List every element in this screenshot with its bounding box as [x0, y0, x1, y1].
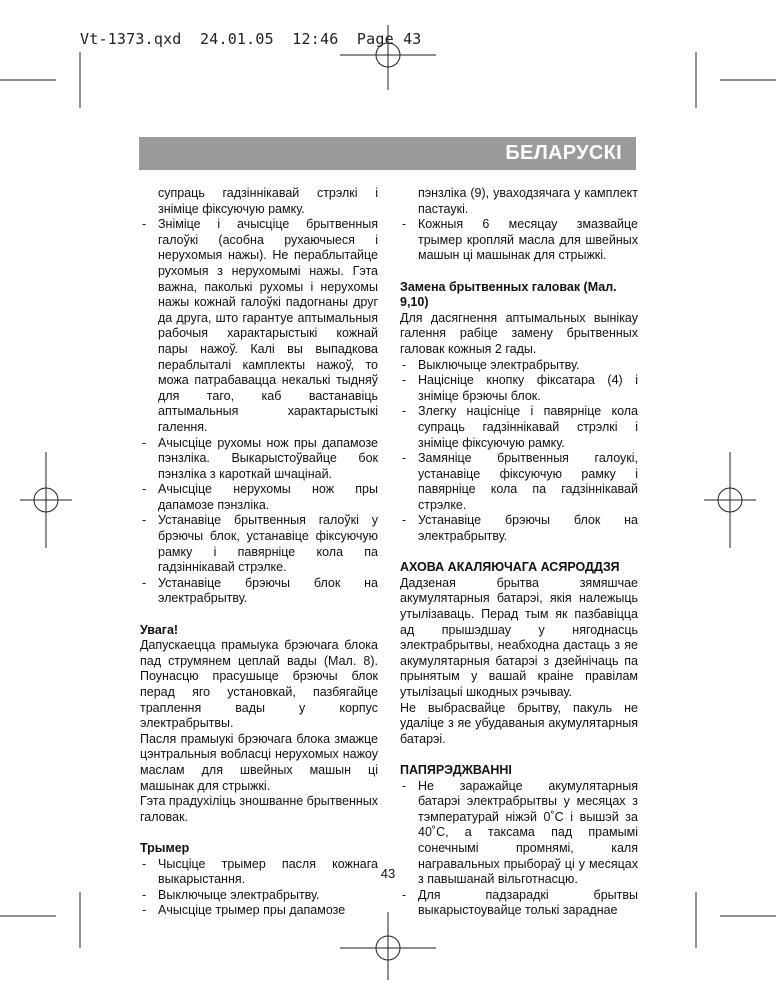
list-item: - Зніміце і ачысціце брытвенныя галоўкі (асобна рухаючыеся і нерухомыя нажы). Не пераблытайце рухомыя з нерухомымі нажы. Гэта важна, паколькі рухомы і нерухомы нажы кожнай галоўкі падогнаны друг да друга, што гарантуе аптымальныя рабочыя характарыстыкі кожнай пары нажоў. Калі вы выпадкова пераблыталі камплекты нажоў, то можа патрабавацца некалькі тыдняў для таго, каб вастанавіць аптымальныя характарыстыкі галення.	[140, 217, 378, 435]
registration-mark-bottom	[340, 912, 436, 980]
right-column	[400, 186, 638, 919]
list-item: - Ачысціце рухомы нож пры дапамозе пэнзліка. Выкарыстоўвайце бок пэнзліка з кароткай шчацінай.	[140, 436, 378, 483]
list-item: - Націсніце кнопку фіксатара (4) і зніміце брэючы блок.	[400, 373, 638, 404]
list-item: - Устанавіце брэючы блок на электрабрытву.	[400, 513, 638, 544]
registration-mark-top	[340, 25, 436, 90]
list-item: - Замяніце брытвенныя галоукі, устанавіце фіксуючую рамку і павярніце кола па гадзіннікавай стрэлке.	[400, 451, 638, 513]
paragraph: Гэта прадухіліць зношванне брытвенных галовак.	[140, 794, 378, 824]
paragraph: Дапускаецца прамыука брэючага блока пад струмянем цеплай вады (Мал. 8). Поунасцю прасушыце брэючы блок перад яго установкай, пазбягайце траплення вады у корпус электрабрытвы.	[140, 638, 378, 731]
list-item: - Злегку націсніце і павярніце кола супраць гадзіннікавай стрэлкі і зніміце фіксуючую рамку.	[400, 404, 638, 451]
section-heading-warnings: ПАПЯРЭДЖВАННІ	[400, 762, 512, 777]
registration-mark-right	[704, 452, 756, 548]
print-slug: Vt-1373.qxd 24.01.05 12:46 Page 43	[80, 30, 422, 48]
page-number: 43	[380, 866, 396, 881]
section-heading-warning: Увага!	[140, 622, 179, 637]
list-item: - Устанавіце брытвенныя галоўкі у брэючы блок, устанавіце фіксуючую рамку і павярніце кола па гадзіннікавай стрэлке.	[140, 513, 378, 575]
paragraph: Пасля прамыукі брэючага блока змажце цэнтральныя вобласці нерухомых нажоу маслам для швейных машын ці машынак для стрыжкі.	[140, 731, 378, 793]
list-item: - Устанавіце брэючы блок на электрабрытву.	[140, 576, 378, 607]
list-item: - Выключыце электрабрытву.	[400, 358, 638, 374]
section-heading-environment: АХОВА АКАЛЯЮЧАГА АСЯРОДДЗЯ	[400, 560, 620, 575]
list-item: - Для падзарадкі брытвы выкарыстоувайце толькі зараднае	[400, 888, 638, 919]
left-column	[140, 186, 378, 919]
section-heading-trimmer: Трымер	[140, 840, 190, 855]
list-item: - Ачысціце нерухомы нож пры дапамозе пэнзліка.	[140, 482, 378, 513]
paragraph: Для дасягнення аптымальных вынікау галення рабіце замену брытвенных галовак кожныя 2 гады.	[400, 310, 638, 356]
list-item: - Не заражайце акумулятарныя батарэі электрабрытвы у месяцах з тэмпературай ніжэй 0˚С і вышэй за 40˚С, а таксама пад прамымі сонечнымі промнямі, каля награвальных прыбораў ці у месяцах з павышанай вільготнасцю.	[400, 779, 638, 888]
paragraph: Не выбрасвайце брытву, пакуль не удаліце з яе убудаваныя акумулятарныя батарэі.	[400, 700, 638, 746]
continued-text: пэнзліка (9), уваходзячага у камплект пастаукі.	[418, 186, 638, 216]
registration-mark-left	[20, 452, 72, 548]
continued-text: супраць гадзіннікавай стрэлкі і зніміце фіксуючую рамку.	[158, 186, 378, 216]
list-item: - Кожныя 6 месяцау змазвайце трымер кропляй масла для швейных машын ці машынак для стрыжкі.	[400, 217, 638, 264]
list-item: - Чысціце трымер пасля кожнага выкарыстання.	[140, 857, 378, 888]
section-heading-replacement: Замена брытвенных галовак (Мал. 9,10)	[400, 279, 617, 310]
language-header-bar	[139, 137, 636, 170]
list-item: - Выключыце электрабрытву.	[140, 888, 378, 904]
paragraph: Дадзеная брытва зямяшчае акумулятарныя батарэі, якія належыць утылізаваць. Перад тым як пазбавіцца ад прышэдшау у нягоднасць электрабрытвы, неабходна дастаць з яе акумулятарныя батарэі з дзейнічаць па прынятым у вашай краіне правілам утылізацыі шкодных рэчывау.	[400, 575, 638, 699]
language-title: БЕЛАРУСКІ	[505, 142, 622, 164]
list-item: - Ачысціце трымер пры дапамозе	[140, 903, 378, 919]
